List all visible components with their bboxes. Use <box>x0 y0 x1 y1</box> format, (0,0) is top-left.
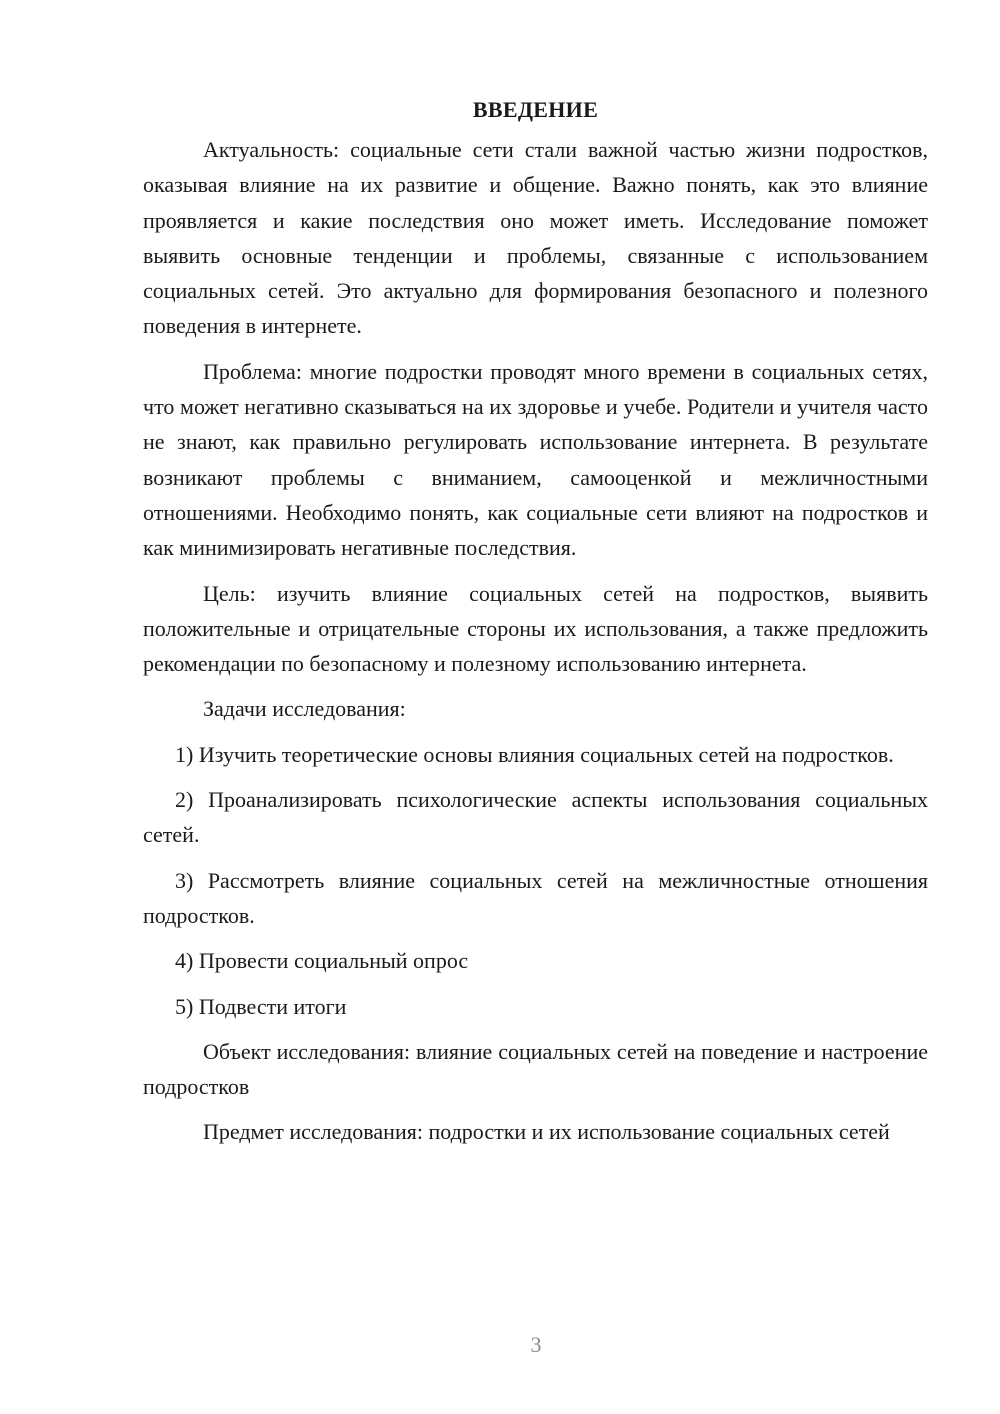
task-item-5: 5) Подвести итоги <box>175 993 347 1019</box>
subject-paragraph: Предмет исследования: подростки и их использование социальных сетей <box>203 1119 890 1145</box>
relevance-paragraph: Актуальность: социальные сети стали важной частью жизни подростков, оказывая влияние на их развитие и общение. Важно понять, как это влияние проявляется и какие последствия оно может иметь. Исследование поможет выявить основные тенденции и проблемы, связанные с использованием социальных сетей. Это актуально для формирования безопасного и полезного поведения в интернете. <box>143 137 928 339</box>
section-title: ВВЕДЕНИЕ <box>472 97 599 122</box>
goal-paragraph: Цель: изучить влияние социальных сетей на подростков, выявить положительные и отрицательные стороны их использования, а также предложить рекомендации по безопасному и полезному использованию интернета. <box>143 580 928 677</box>
tasks-heading: Задачи исследования: <box>203 696 406 722</box>
task-item-2: 2) Проанализировать психологические аспекты использования социальных сетей. <box>143 787 928 848</box>
object-paragraph: Объект исследования: влияние социальных сетей на поведение и настроение подростков <box>143 1038 928 1100</box>
task-item-4: 4) Провести социальный опрос <box>175 948 469 974</box>
task-item-1: 1) Изучить теоретические основы влияния социальных сетей на подростков. <box>175 741 894 767</box>
problem-paragraph: Проблема: многие подростки проводят много времени в социальных сетях, что может негативно сказываться на их здоровье и учебе. Родители и учителя часто не знают, как правильно регулировать использование интернета. В результате возникают проблемы с вниманием, самооценкой и межличностными отношениями. Необходимо понять, как социальные сети влияют на подростков и как минимизировать негативные последствия. <box>143 358 928 561</box>
page-number: 3 <box>530 1332 542 1357</box>
task-item-3: 3) Рассмотреть влияние социальных сетей на межличностные отношения подростков. <box>143 867 928 928</box>
document-page <box>143 92 928 1160</box>
